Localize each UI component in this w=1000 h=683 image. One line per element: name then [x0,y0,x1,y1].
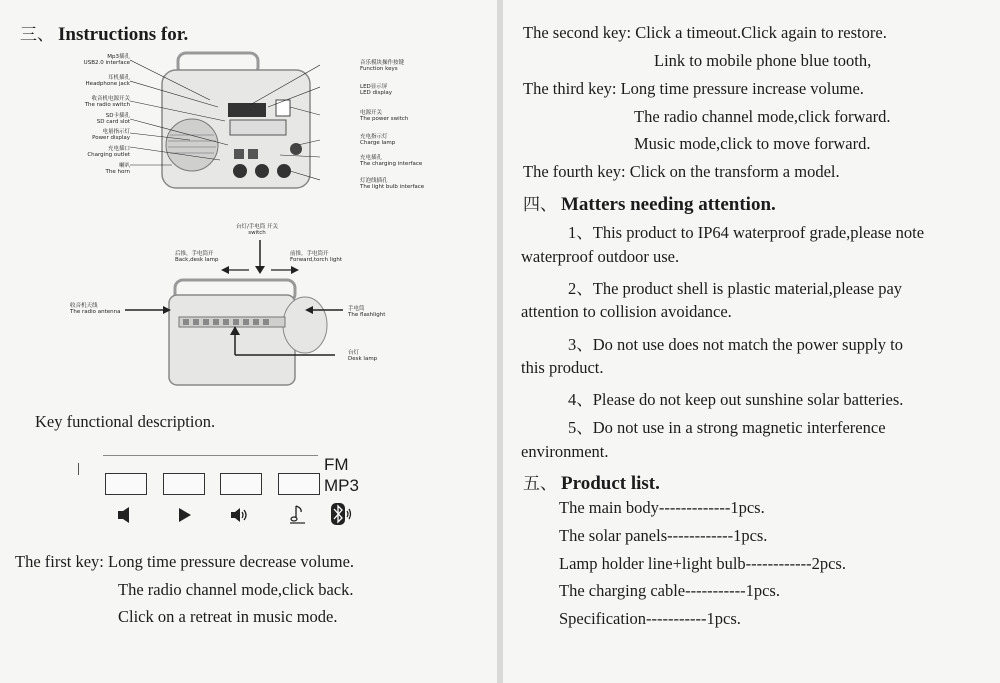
label-led-display: LED显示屏 LED display [360,84,393,96]
label-switch: 台灯/手电筒 开关 switch [235,224,279,236]
bluetooth-icon [328,502,354,526]
label-flashlight: 手电筒 The flashlight [348,306,386,318]
product-charging-cable: The charging cable-----------1pcs. [559,581,780,600]
first-key-line-1: The first key: Long time pressure decrease volume. [15,552,355,571]
product-main-body: The main body-------------1pcs. [559,498,765,517]
label-charge-lamp: 充电指示灯 Charge lamp [360,134,396,146]
second-key-line-2: Link to mobile phone blue tooth, [654,51,872,70]
panel-tick [78,463,79,475]
label-forward-torch: 前推，手电筒开 Forward,torch light [290,251,342,263]
key-box-2 [163,473,205,495]
product-lamp-holder: Lamp holder line+light bulb------------2pcs. [559,554,846,573]
second-key-line-1: The second key: Click a timeout.Click again to restore. [523,23,887,42]
attention-4: 4、Please do not keep out sunshine solar batteries. [568,390,904,409]
key-description-title: Key functional description. [35,412,216,431]
label-back-desk-lamp: 后推，手电筒开 Back,desk lamp [175,251,219,263]
music-note-icon [287,503,309,525]
attention-3a: 3、Do not use does not match the power supply to [568,335,903,354]
attention-1b: waterproof outdoor use. [521,247,680,266]
label-power-display: 电量指示灯 Power display [92,129,130,141]
fourth-key-line: The fourth key: Click on the transform a model. [523,162,840,181]
label-radio-antenna: 收音机天线 The radio antenna [70,303,121,315]
label-headphone: 耳机插孔 Headphone jack [85,75,130,87]
attention-2a: 2、The product shell is plastic material,please pay [568,279,903,298]
panel-top-line [103,455,318,456]
section-3-heading: 三、 Instructions for. [20,24,189,45]
label-charging-outlet: 充电插口 Charging outlet [87,146,130,158]
fm-label: FM [324,455,349,474]
label-desk-lamp: 台灯 Desk lamp [348,350,378,362]
volume-icon [229,504,251,526]
label-function-keys: 音乐模块操作按键 Function keys [360,60,405,72]
third-key-line-3: Music mode,click to move forward. [634,134,871,153]
attention-3b: this product. [521,358,604,377]
front-panel-diagram [130,45,320,195]
section-5-heading: 五、 Product list. [523,473,660,494]
product-solar-panels: The solar panels------------1pcs. [559,526,768,545]
label-usb: Mp3插孔 USB2.0 interface [83,54,130,66]
attention-1a: 1、This product to IP64 waterproof grade,please note [568,223,925,242]
right-page [503,0,1000,683]
attention-2b: attention to collision avoidance. [521,302,732,321]
section-4-heading: 四、 Matters needing attention. [523,194,776,215]
first-key-line-3: Click on a retreat in music mode. [118,607,338,626]
third-key-line-1: The third key: Long time pressure increase volume. [523,79,864,98]
left-page [0,0,497,683]
key-box-4 [278,473,320,495]
first-key-line-2: The radio channel mode,click back. [118,580,354,599]
label-power-switch: 电源开关 The power switch [360,110,409,122]
label-horn: 喇叭 The horn [105,163,130,175]
previous-icon [114,504,136,526]
third-key-line-2: The radio channel mode,click forward. [634,107,891,126]
label-charging-interface: 充电插孔 The charging interface [360,155,423,167]
label-radio-switch: 收音机电源开关 The radio switch [84,96,130,108]
play-icon [173,504,195,526]
attention-5a: 5、Do not use in a strong magnetic interference [568,418,886,437]
key-box-1 [105,473,147,495]
key-box-3 [220,473,262,495]
attention-5b: environment. [521,442,609,461]
mp3-label: MP3 [324,476,359,495]
product-specification: Specification-----------1pcs. [559,609,741,628]
label-bulb-interface: 灯泡线插孔 The light bulb interface [360,178,425,190]
label-sd-card: SD卡插孔 SD card slot [96,113,130,125]
